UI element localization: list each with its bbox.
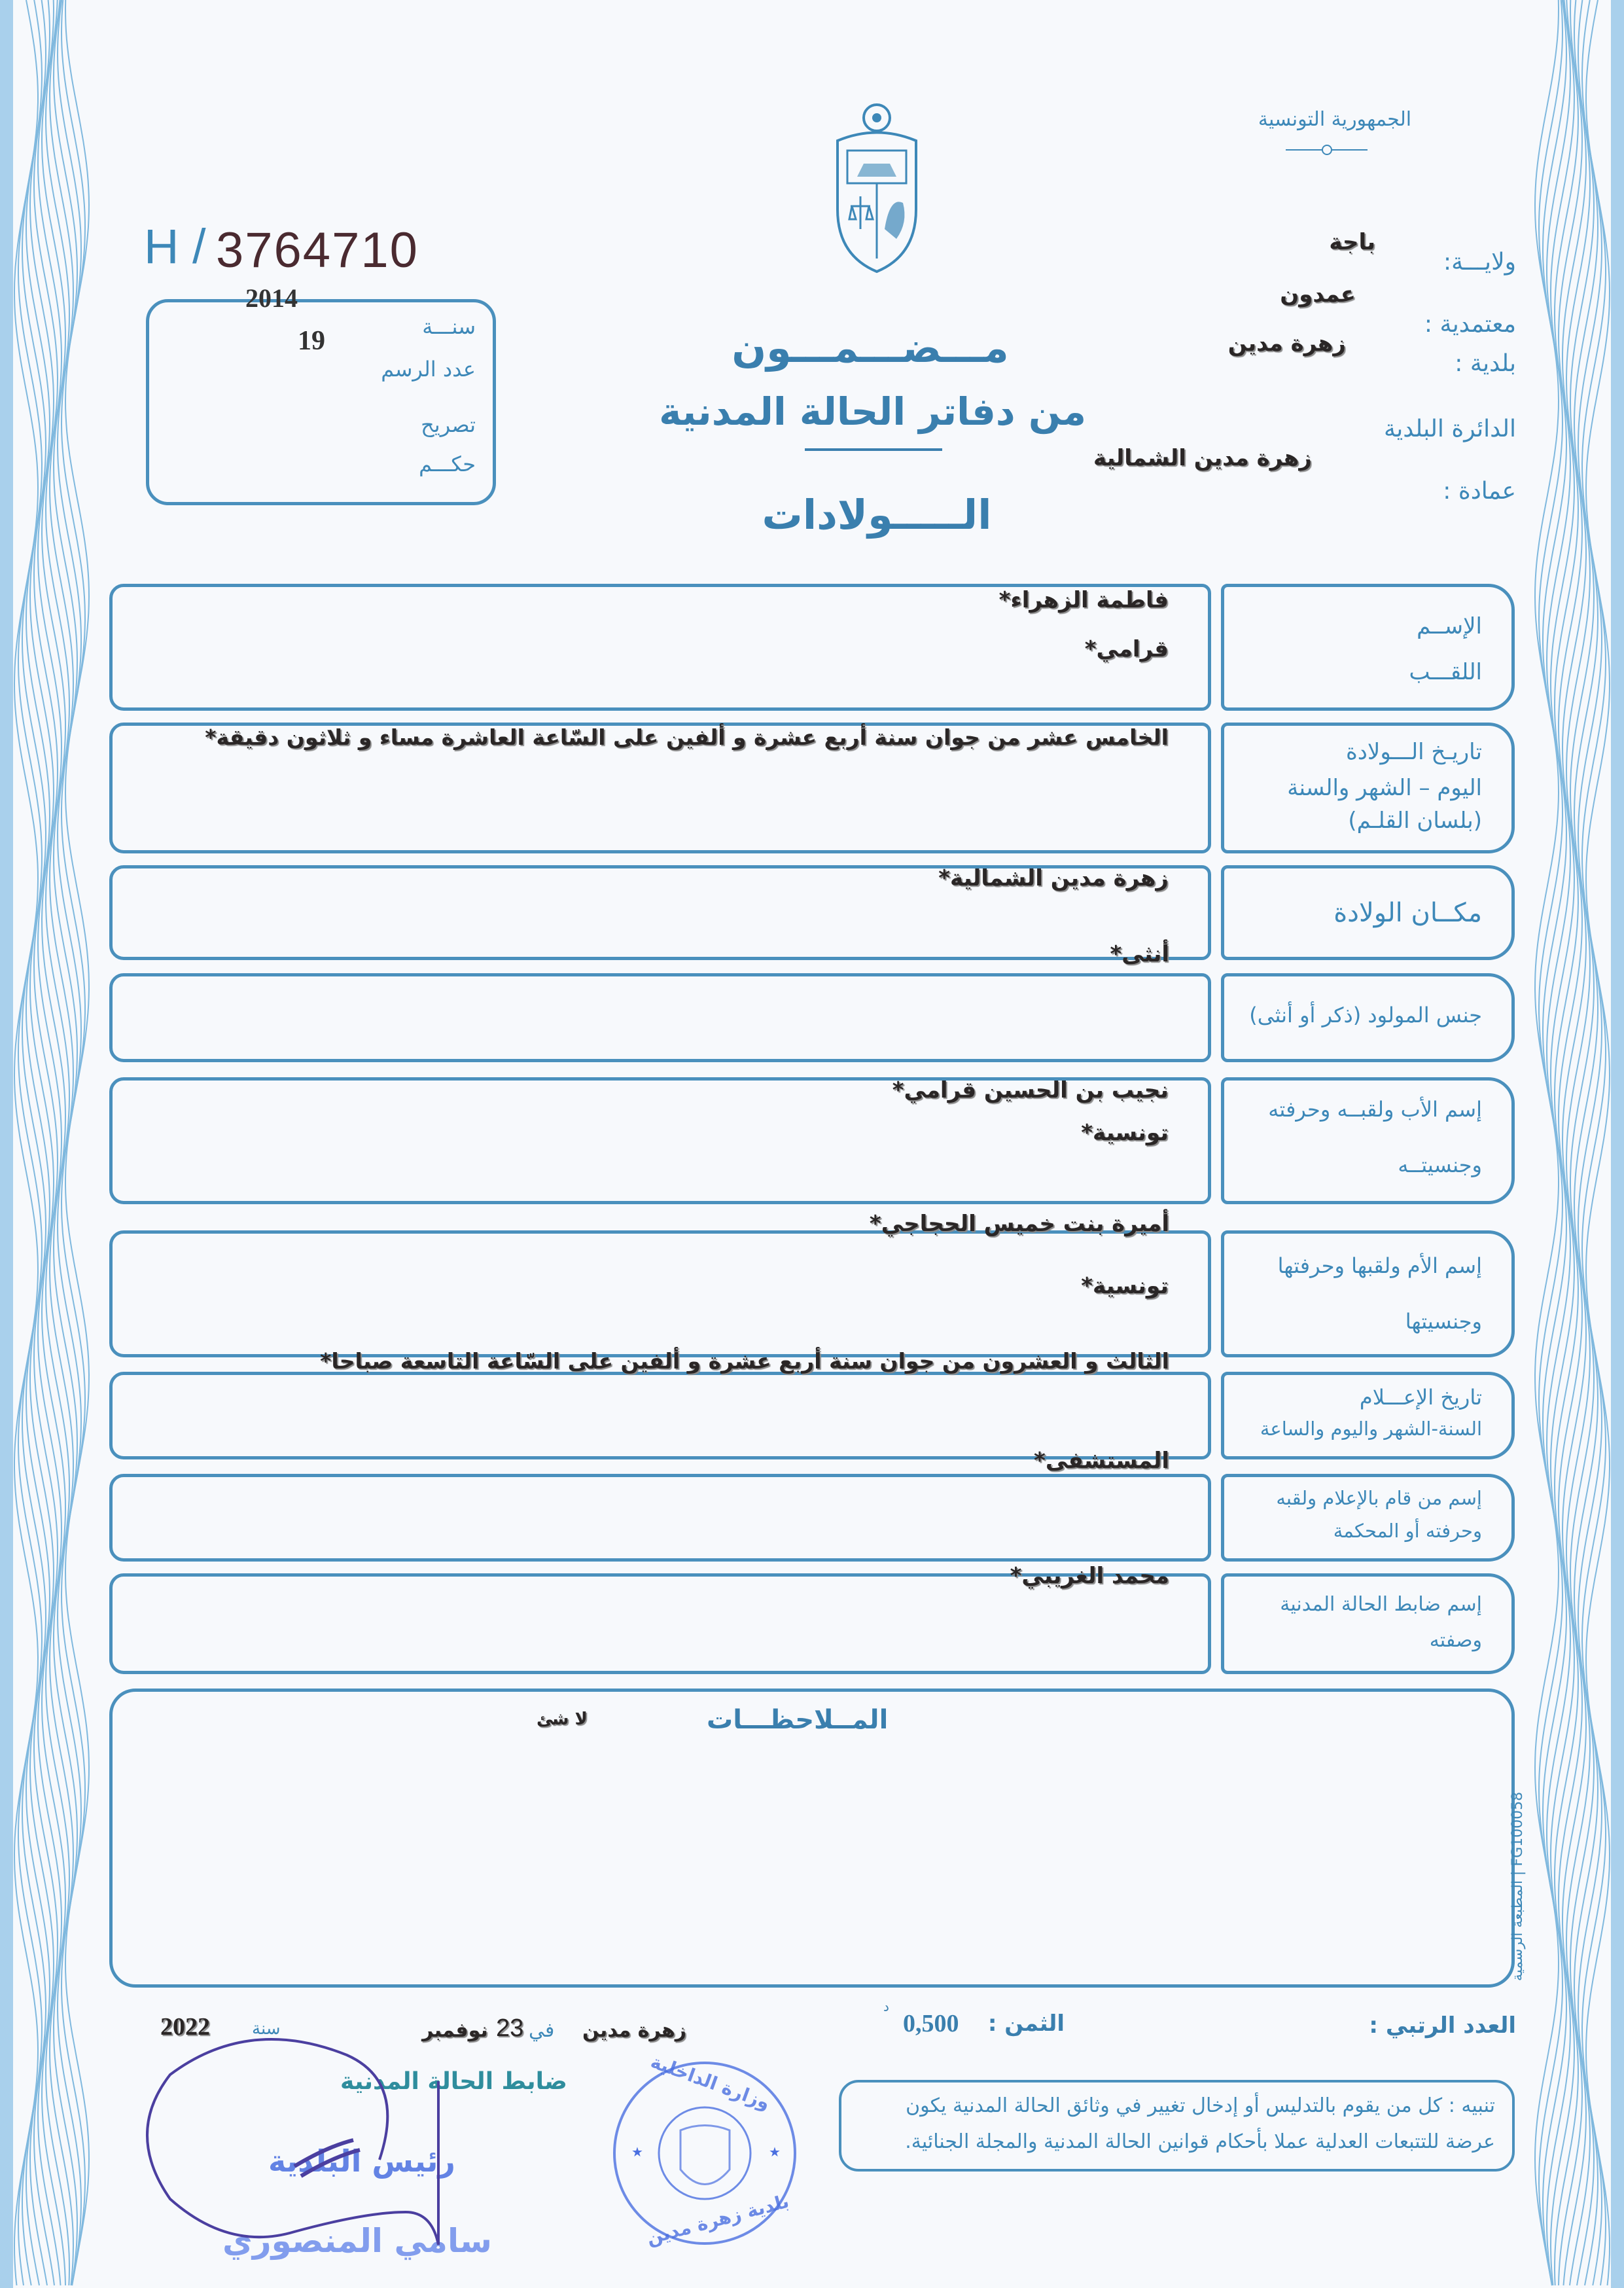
father-name-value: نجيب بن الحسين قرامي*: [892, 1077, 1169, 1103]
border-band: [1611, 0, 1624, 2288]
title-line1: مـــضـــمـــون: [732, 324, 1009, 372]
round-stamp-bottom-text: بلدية زهرة مدين: [644, 2190, 792, 2249]
father-nationality-value: تونسية*: [1081, 1120, 1169, 1146]
declarant-label: إسم من قام بالإعلام ولقبه: [1276, 1487, 1482, 1509]
mother-nationality-label: وجنسيتها: [1405, 1309, 1482, 1334]
guilloche-line: [1582, 0, 1606, 2285]
record-year-value: 2014: [245, 283, 298, 313]
value-cell-name: [109, 584, 1211, 711]
guilloche-line: [34, 0, 58, 2285]
record-year-label: سنـــة: [422, 314, 476, 339]
divider-circle: [1322, 145, 1332, 155]
value-cell-declaration-date: [109, 1372, 1211, 1459]
round-stamp-top-text: وزارة الداخلية: [648, 2050, 773, 2114]
birth-date-label: تاريـخ الـــولادة: [1345, 739, 1482, 765]
wilaya-value: باجة: [1329, 229, 1375, 255]
label-cell-officer: [1221, 1573, 1515, 1674]
issue-place: زهرة مدين: [582, 2019, 687, 2042]
birth-place-value: زهرة مدين الشمالية*: [938, 865, 1169, 891]
officer-title: ضابط الحالة المدنية: [340, 2068, 567, 2095]
mother-name-value: أميرة بنت خميس الحجاجي*: [869, 1211, 1169, 1237]
judgment-label: حكـــم: [419, 452, 476, 476]
label-cell-father: [1221, 1077, 1515, 1204]
title-underline: [805, 448, 942, 451]
declaration-label: تصريح: [421, 412, 476, 437]
label-cell-declaration-date: [1221, 1372, 1515, 1459]
delegation-value: عمدون: [1280, 281, 1356, 308]
tunisia-coat-of-arms-icon: [824, 98, 929, 275]
district-label: الدائرة البلدية: [1383, 416, 1516, 442]
remarks-label: المــلاحظـــات: [707, 1705, 889, 1735]
serial-order-label: العدد الرتبي :: [1369, 2012, 1516, 2039]
delegation-label: معتمدية :: [1424, 311, 1516, 338]
issue-year-label: سنة: [252, 2019, 281, 2039]
declaration-date-value: الثالث و العشرون من جوان سنة أربع عشرة و ألفين على السّاعة التاسعة صباحا*: [320, 1348, 1169, 1374]
republic-heading: الجمهورية التونسية: [1258, 108, 1412, 131]
first-name-label: الإســم: [1417, 613, 1482, 639]
issue-day: 23: [496, 2014, 524, 2042]
guilloche-line: [1566, 0, 1590, 2285]
guilloche-line: [18, 0, 42, 2285]
remarks-value: لا شئ: [537, 1709, 588, 1729]
birth-place-label: مكــان الولادة: [1333, 898, 1482, 928]
price-label: الثمن :: [987, 2011, 1065, 2037]
label-cell-sex: [1221, 973, 1515, 1062]
guilloche-line: [1574, 0, 1598, 2285]
svg-text:★: ★: [631, 2144, 643, 2160]
value-cell-sex: [109, 973, 1211, 1062]
serial-prefix: H /: [144, 219, 206, 274]
birth-date-words-label: (بلسان القلـم): [1348, 808, 1482, 834]
municipality-value: زهرة مدين: [1227, 331, 1346, 357]
label-cell-declarant: [1221, 1474, 1515, 1562]
wilaya-label: ولايـــة:: [1443, 249, 1516, 276]
sex-label: جنس المولود (ذكر أو أنثى): [1249, 1003, 1482, 1028]
mother-nationality-value: تونسية*: [1081, 1273, 1169, 1299]
guilloche-border-right: [1513, 0, 1624, 2288]
declarant-sub-label: وحرفته أو المحكمة: [1333, 1520, 1482, 1542]
surname-value: قرامي*: [1084, 636, 1169, 662]
label-cell-name: [1221, 584, 1515, 711]
sex-value: أنثى*: [1110, 941, 1169, 967]
value-cell-declarant: [109, 1474, 1211, 1562]
first-name-value: فاطمة الزهراء*: [998, 587, 1169, 613]
printer-mark: المطبعة الرسمية | FG100058: [1509, 1791, 1527, 1982]
omada-label: عمادة :: [1443, 478, 1516, 505]
officer-value: محمد الغريبي*: [1010, 1563, 1169, 1589]
label-cell-birth-place: [1221, 865, 1515, 960]
signature-stamp-title: رئيس البلدية: [268, 2143, 455, 2179]
border-band: [0, 0, 13, 2288]
officer-sub-label: وصفته: [1429, 1629, 1482, 1652]
district-value: زهرة مدين الشمالية: [1093, 445, 1312, 471]
issue-year: 2022: [160, 2013, 210, 2041]
title-line3: الـــــولادات: [762, 491, 992, 539]
record-number-value: 19: [298, 326, 325, 356]
title-line2: من دفاتر الحالة المدنية: [659, 389, 1086, 434]
father-label: إسم الأب ولقبــه وحرفته: [1268, 1097, 1482, 1122]
guilloche-line: [14, 0, 38, 2285]
father-nationality-label: وجنسيتــه: [1398, 1153, 1482, 1177]
signature-stamp-name: سامي المنصوري: [222, 2222, 492, 2260]
mother-label: إسم الأم ولقبها وحرفتها: [1277, 1253, 1482, 1278]
issue-on-label: في: [529, 2019, 555, 2042]
declaration-date-sub-label: السنة-الشهر واليوم والساعة: [1260, 1418, 1482, 1440]
guilloche-border-left: [0, 0, 111, 2288]
officer-label: إسم ضابط الحالة المدنية: [1280, 1593, 1482, 1616]
guilloche-line: [26, 0, 50, 2285]
price-currency: د: [883, 1999, 889, 2014]
label-cell-birth-date: [1221, 723, 1515, 853]
value-cell-birth-place: [109, 865, 1211, 960]
surname-label: اللقـــب: [1409, 659, 1482, 685]
birth-date-sub-label: اليوم – الشهر والسنة: [1287, 775, 1482, 801]
svg-text:★: ★: [769, 2144, 781, 2160]
value-cell-mother: [109, 1230, 1211, 1357]
issue-month: نوفمبر: [422, 2019, 488, 2042]
label-cell-mother: [1221, 1230, 1515, 1357]
value-cell-birth-date: [109, 723, 1211, 853]
declarant-value: المستشفى*: [1034, 1448, 1169, 1474]
birth-date-value: الخامس عشر من جوان سنة أربع عشرة و ألفين على السّاعة العاشرة مساء و ثلاثون دقيقة*: [205, 724, 1169, 750]
handwritten-signature: [131, 2016, 589, 2278]
guilloche-line: [1586, 0, 1610, 2285]
municipality-label: بلدية :: [1455, 350, 1516, 377]
record-number-label: عدد الرسم: [381, 357, 476, 382]
price-value: 0,500: [903, 2010, 959, 2037]
value-cell-father: [109, 1077, 1211, 1204]
serial-number: 3764710: [216, 223, 419, 278]
notice-text: تنبيه : كل من يقوم بالتدليس أو إدخال تغيير في وثائق الحالة المدنية يكون عرضة للتتبعات العدلية عملا بأحكام قوانين الحالة المدنية والمجلة الجنائية.: [905, 2094, 1495, 2153]
declaration-date-label: تاريخ الإعـــلام: [1359, 1385, 1482, 1410]
